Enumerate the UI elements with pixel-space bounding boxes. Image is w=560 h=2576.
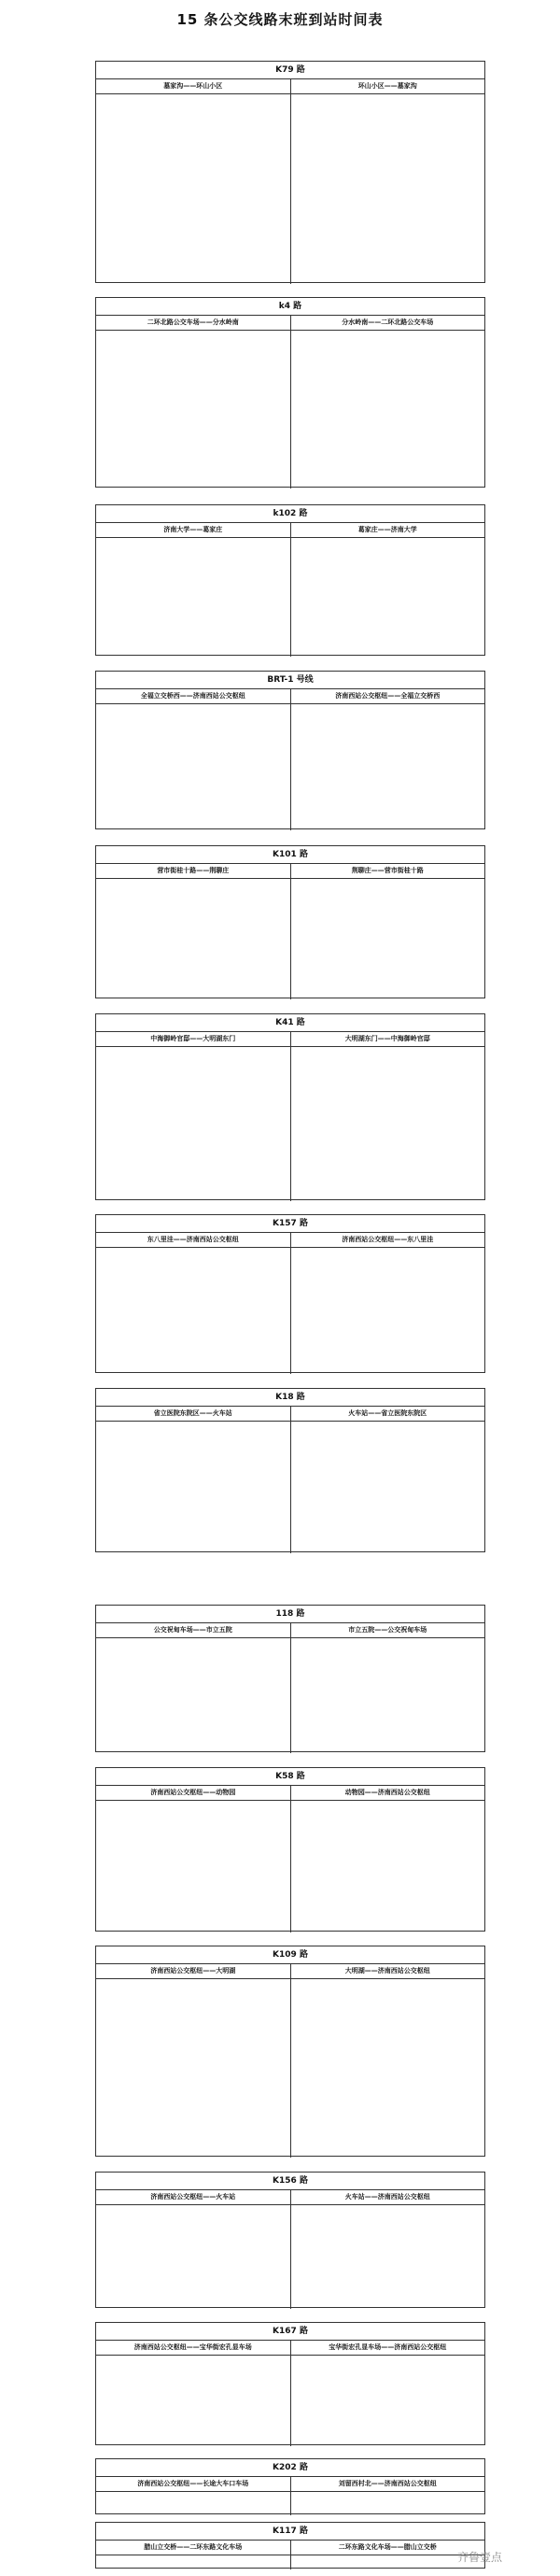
stop-times-body xyxy=(96,1248,484,1374)
route-name: K101 路 xyxy=(96,846,484,864)
route-table-k202 xyxy=(95,2458,485,2514)
route-name: K58 路 xyxy=(96,1768,484,1786)
route-name: BRT-1 号线 xyxy=(96,672,484,689)
route-table-brt1 xyxy=(95,671,485,829)
outbound-stops xyxy=(96,1248,290,1374)
inbound-stops xyxy=(290,2356,485,2446)
direction-row xyxy=(96,1964,484,1979)
outbound-stops xyxy=(96,2356,290,2446)
direction-outbound: 中海御岭官邸——大明湖东门 xyxy=(150,1035,236,1042)
direction-inbound: 环山小区——墓家沟 xyxy=(290,79,485,93)
route-table-k167 xyxy=(95,2322,485,2445)
stop-times-body xyxy=(96,2205,484,2309)
watermark-text: 齐鲁壹点 xyxy=(456,2551,502,2564)
route-table-k157 xyxy=(95,1214,485,1373)
stop-times-body xyxy=(96,94,484,284)
direction-inbound: 刘留西村北——济南西站公交枢纽 xyxy=(290,2477,485,2491)
stop-times-body xyxy=(96,2555,484,2569)
outbound-stops xyxy=(96,1801,290,1932)
direction-outbound: 济南西站公交枢纽——火车站 xyxy=(150,2193,236,2201)
direction-inbound: 市立五院——公交祝甸车场 xyxy=(290,1623,485,1637)
inbound-stops xyxy=(290,1047,485,1201)
stop-times-body xyxy=(96,331,484,488)
direction-row xyxy=(96,864,484,879)
document-title: 15 条公交线路末班到站时间表 xyxy=(176,10,384,28)
direction-outbound: 全福立交桥西——济南西站公交枢纽 xyxy=(140,692,245,700)
route-table-k18 xyxy=(95,1388,485,1552)
inbound-stops xyxy=(290,879,485,999)
direction-row xyxy=(96,2541,484,2555)
outbound-stops xyxy=(96,879,290,999)
stop-times-body xyxy=(96,704,484,830)
route-name: 118 路 xyxy=(96,1606,484,1623)
inbound-stops xyxy=(290,1248,485,1374)
inbound-stops xyxy=(290,2555,485,2569)
direction-inbound: 济南西站公交枢纽——东八里洼 xyxy=(290,1233,485,1247)
outbound-stops xyxy=(96,1638,290,1753)
outbound-stops xyxy=(96,538,290,657)
route-name: K117 路 xyxy=(96,2523,484,2541)
outbound-stops xyxy=(96,331,290,488)
direction-row xyxy=(96,2477,484,2492)
inbound-stops xyxy=(290,1979,485,2158)
route-name: K157 路 xyxy=(96,1215,484,1233)
outbound-stops xyxy=(96,2492,290,2515)
route-name: K109 路 xyxy=(96,1946,484,1964)
direction-outbound: 营市街桂十路——荆聊庄 xyxy=(157,867,230,874)
route-table-k4 xyxy=(95,297,485,488)
inbound-stops xyxy=(290,1638,485,1753)
outbound-stops xyxy=(96,1047,290,1201)
stop-times-body xyxy=(96,1047,484,1201)
direction-inbound: 动物园——济南西站公交枢纽 xyxy=(290,1786,485,1800)
stop-times-body xyxy=(96,2356,484,2446)
stop-times-body xyxy=(96,538,484,657)
route-name: k102 路 xyxy=(96,505,484,523)
direction-outbound: 济南西站公交枢纽——长途大车口车场 xyxy=(137,2480,249,2487)
route-name: K167 路 xyxy=(96,2323,484,2341)
stop-times-body xyxy=(96,1638,484,1753)
direction-inbound: 荆聊庄——营市街桂十路 xyxy=(290,864,485,878)
direction-inbound: 大明湖东门——中海御岭官邸 xyxy=(290,1032,485,1046)
route-name: K41 路 xyxy=(96,1014,484,1032)
direction-inbound: 宝华街宏孔显车场——济南西站公交枢纽 xyxy=(290,2341,485,2355)
inbound-stops xyxy=(290,1422,485,1553)
outbound-stops xyxy=(96,2555,290,2569)
direction-outbound: 省立医院东院区——火车站 xyxy=(153,1409,232,1417)
outbound-stops xyxy=(96,2205,290,2309)
stop-times-body xyxy=(96,2492,484,2515)
direction-outbound: 济南西站公交枢纽——大明湖 xyxy=(150,1967,236,1974)
stop-times-body xyxy=(96,1801,484,1932)
route-name: K18 路 xyxy=(96,1389,484,1407)
route-table-k58 xyxy=(95,1767,485,1932)
direction-row xyxy=(96,2190,484,2205)
direction-inbound: 二环东路文化车场——腊山立交桥 xyxy=(290,2541,485,2555)
direction-row xyxy=(96,523,484,538)
route-name: K156 路 xyxy=(96,2173,484,2190)
route-table-k102 xyxy=(95,504,485,656)
direction-outbound: 济南大学——葛家庄 xyxy=(163,526,223,533)
inbound-stops xyxy=(290,704,485,830)
route-table-k79 xyxy=(95,61,485,283)
outbound-stops xyxy=(96,704,290,830)
route-table-118 xyxy=(95,1605,485,1752)
route-name: K202 路 xyxy=(96,2459,484,2477)
direction-row xyxy=(96,2341,484,2356)
direction-row xyxy=(96,79,484,94)
direction-inbound: 济南西站公交枢纽——全福立交桥西 xyxy=(290,689,485,703)
stop-times-body xyxy=(96,879,484,999)
outbound-stops xyxy=(96,1979,290,2158)
direction-row xyxy=(96,1407,484,1422)
route-name: K79 路 xyxy=(96,62,484,79)
direction-outbound: 墓家沟——环山小区 xyxy=(163,82,223,90)
direction-row xyxy=(96,1032,484,1047)
direction-outbound: 公交祝甸车场——市立五院 xyxy=(153,1626,232,1634)
inbound-stops xyxy=(290,2492,485,2515)
stop-times-body xyxy=(96,1422,484,1553)
direction-row xyxy=(96,1233,484,1248)
direction-row xyxy=(96,316,484,331)
route-table-k117 xyxy=(95,2522,485,2569)
direction-outbound: 济南西站公交枢纽——宝华街宏孔显车场 xyxy=(133,2343,252,2351)
inbound-stops xyxy=(290,538,485,657)
direction-row xyxy=(96,1623,484,1638)
direction-inbound: 火车站——济南西站公交枢纽 xyxy=(290,2190,485,2204)
direction-row xyxy=(96,1786,484,1801)
outbound-stops xyxy=(96,94,290,284)
route-table-k109 xyxy=(95,1946,485,2157)
direction-outbound: 济南西站公交枢纽——动物园 xyxy=(150,1789,236,1796)
inbound-stops xyxy=(290,94,485,284)
direction-inbound: 葛家庄——济南大学 xyxy=(290,523,485,537)
inbound-stops xyxy=(290,331,485,488)
inbound-stops xyxy=(290,2205,485,2309)
direction-outbound: 二环北路公交车场——分水岭南 xyxy=(147,318,239,326)
route-name: k4 路 xyxy=(96,298,484,316)
direction-inbound: 大明湖——济南西站公交枢纽 xyxy=(290,1964,485,1978)
inbound-stops xyxy=(290,1801,485,1932)
route-table-k156 xyxy=(95,2172,485,2308)
stop-times-body xyxy=(96,1979,484,2158)
route-table-k41 xyxy=(95,1013,485,1200)
outbound-stops xyxy=(96,1422,290,1553)
direction-inbound: 火车站——省立医院东院区 xyxy=(290,1407,485,1421)
direction-outbound: 东八里洼——济南西站公交枢纽 xyxy=(147,1236,239,1243)
route-table-k101 xyxy=(95,845,485,998)
direction-inbound: 分水岭南——二环北路公交车场 xyxy=(290,316,485,330)
direction-outbound: 腊山立交桥——二环东路文化车场 xyxy=(144,2543,243,2551)
direction-row xyxy=(96,689,484,704)
